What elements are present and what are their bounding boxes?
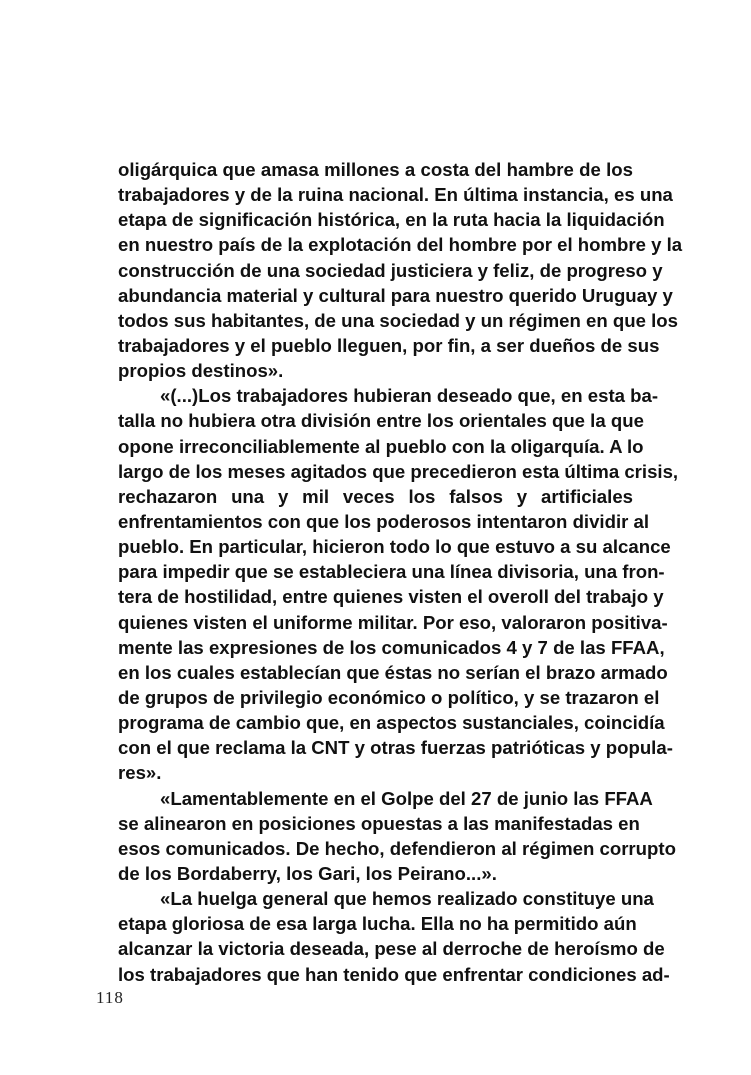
text-line: construcción de una sociedad justiciera y feliz, de progreso y [118, 259, 663, 281]
text-line: de grupos de privilegio económico o político, y se trazaron el [118, 686, 660, 708]
text-line: para impedir que se estableciera una línea divisoria, una fron- [118, 561, 665, 583]
text-line: etapa de significación histórica, en la ruta hacia la liquidación [118, 209, 665, 231]
text-line: «La huelga general que hemos realizado constituye una [160, 888, 654, 910]
text-line: rechazaron una y mil veces los falsos y artificiales [118, 485, 633, 507]
text-line: mente las expresiones de los comunicados 4 y 7 de las FFAA, [118, 636, 665, 658]
text-line: esos comunicados. De hecho, defendieron al régimen corrupto [118, 837, 676, 859]
text-line: de los Bordaberry, los Gari, los Peirano...». [118, 862, 497, 884]
text-line: abundancia material y cultural para nuestro querido Uruguay y [118, 284, 673, 306]
text-line: «(...)Los trabajadores hubieran deseado que, en esta ba- [160, 385, 659, 407]
text-line: enfrentamientos con que los poderosos intentaron dividir al [118, 510, 650, 532]
text-line: en los cuales establecían que éstas no serían el brazo armado [118, 661, 668, 683]
text-line: propios destinos». [118, 360, 284, 382]
text-line: los trabajadores que han tenido que enfrentar condiciones ad- [118, 963, 670, 985]
text-line: «Lamentablemente en el Golpe del 27 de junio las FFAA [160, 787, 653, 809]
text-line: alcanzar la victoria deseada, pese al derroche de heroísmo de [118, 938, 665, 960]
text-line: todos sus habitantes, de una sociedad y un régimen en que los [118, 309, 678, 331]
text-line: largo de los meses agitados que precedieron esta última crisis, [118, 460, 679, 482]
text-line: trabajadores y el pueblo lleguen, por fin, a ser dueños de sus [118, 334, 660, 356]
page-number: 118 [96, 988, 124, 1007]
text-line: res». [118, 762, 162, 784]
text-line: etapa gloriosa de esa larga lucha. Ella no ha permitido aún [118, 913, 637, 935]
text-line: oligárquica que amasa millones a costa del hambre de los [118, 159, 633, 180]
text-line: con el que reclama la CNT y otras fuerzas patrióticas y popula- [118, 737, 673, 759]
text-line: en nuestro país de la explotación del hombre por el hombre y la [118, 234, 683, 256]
text-line: trabajadores y de la ruina nacional. En última instancia, es una [118, 184, 673, 206]
text-line: se alinearon en posiciones opuestas a las manifestadas en [118, 812, 640, 834]
text-line: talla no hubiera otra división entre los orientales que la que [118, 410, 644, 432]
text-line: programa de cambio que, en aspectos sustanciales, coincidía [118, 712, 665, 734]
page-body [118, 157, 683, 987]
text-line: tera de hostilidad, entre quienes visten el overoll del trabajo y [118, 586, 664, 608]
text-line: opone irreconciliablemente al pueblo con la oligarquía. A lo [118, 435, 644, 457]
text-line: pueblo. En particular, hicieron todo lo que estuvo a su alcance [118, 536, 671, 558]
text-line: quienes visten el uniforme militar. Por eso, valoraron positiva- [118, 611, 668, 633]
